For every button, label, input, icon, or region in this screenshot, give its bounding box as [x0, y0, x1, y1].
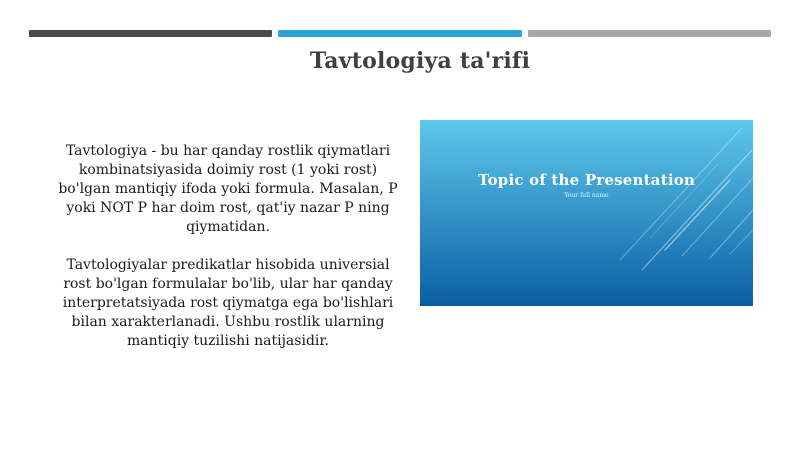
- accent-bar-dark: [29, 30, 272, 37]
- accent-bar-blue: [278, 30, 522, 37]
- thumbnail-title: Topic of the Presentation: [477, 171, 696, 189]
- thumbnail-background: [420, 120, 753, 306]
- slide-title: Tavtologiya ta'rifi: [309, 48, 531, 74]
- body-text: [58, 142, 398, 370]
- thumbnail-subtitle: Your full name: [564, 192, 609, 199]
- presentation-thumbnail: [420, 120, 753, 306]
- accent-bar-gray: [528, 30, 771, 37]
- paragraph-definition: Tavtologiya - bu har qanday rostlik qiymatlari kombinatsiyasida doimiy rost (1 yoki rost) bo'lgan mantiqiy ifoda yoki formula. Masalan, P yoki NOT P har doim rost, qat'iy nazar P ning qiymatidan.: [58, 143, 398, 235]
- paragraph-predicates: Tavtologiyalar predikatlar hisobida universial rost bo'lgan formulalar bo'lib, ular har qanday interpretatsiyada rost qiymatga ega bo'lishlari bilan xarakterlanadi. Ushbu rostlik ularning mantiqiy tuzilishi natijasidir.: [62, 257, 394, 349]
